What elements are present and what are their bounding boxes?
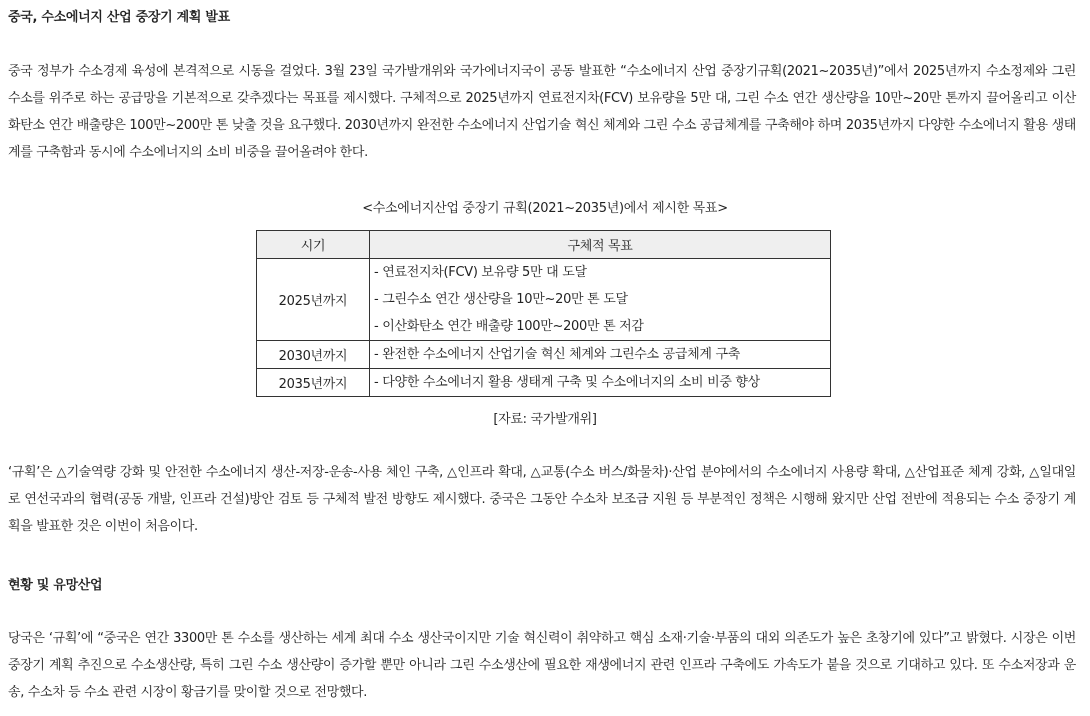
goals-table: [256, 230, 831, 397]
period-cell: 2035년까지: [257, 369, 370, 397]
goal-item: - 그린수소 연간 생산량을 10만~20만 톤 도달: [374, 292, 628, 307]
goals-cell: [370, 369, 831, 397]
table-row: [257, 341, 831, 369]
header-period: 시기: [257, 231, 370, 259]
period-cell: 2025년까지: [257, 259, 370, 341]
paragraph-status: 당국은 ‘규획’에 “중국은 연간 3300만 톤 수소를 생산하는 세계 최대 수소 생산국이지만 기술 혁신력이 취약하고 핵심 소재·기술·부품의 대외 의존도가 높은 초창기에 있다”고 밝혔다. 시장은 이번 중장기 계획 추진으로 수소생산량, 특히 그린 수소 생산량이 증가할 뿐만 아니라 그린 수소생산에 필요한 재생에너지 관련 인프라 구축에도 가속도가 붙을 것으로 기대하고 있다. 또 수소저장과 운송, 수소차 등 수소 관련 시장이 황금기를 맞이할 것으로 전망했다.: [8, 631, 1076, 700]
table-caption: <수소에너지산업 중장기 규획(2021~2035년)에서 제시한 목표>: [362, 201, 728, 216]
table-row: [257, 369, 831, 397]
period-cell: 2030년까지: [257, 341, 370, 369]
article-title: 중국, 수소에너지 산업 중장기 계획 발표: [8, 10, 230, 25]
goal-item: - 완전한 수소에너지 산업기술 혁신 체계와 그린수소 공급체계 구축: [374, 347, 741, 362]
paragraph-plan-details: ‘규획’은 △기술역량 강화 및 안전한 수소에너지 생산-저장-운송-사용 체인 구축, △인프라 확대, △교통(수소 버스/화물차)·산업 분야에서의 수소에너지 사용량 확대, △산업표준 체계 강화, △일대일로 연선국과의 협력(공동 개발, 인프라 건설)방안 검토 등 구체적 발전 방향도 제시했다. 중국은 그동안 수소차 보조금 지원 등 부분적인 정책은 시행해 왔지만 산업 전반에 적용되는 수소 중장기 계획을 발표한 것은 이번이 처음이다.: [8, 465, 1076, 534]
goals-cell: [370, 341, 831, 369]
table-source: [자료: 국가발개위]: [493, 412, 597, 427]
table-row: [257, 259, 831, 341]
table-header-row: [257, 231, 831, 259]
header-goals: 구체적 목표: [370, 231, 831, 259]
goal-item: - 이산화탄소 연간 배출량 100만~200만 톤 저감: [374, 319, 644, 334]
goal-item: - 연료전지차(FCV) 보유량 5만 대 도달: [374, 265, 587, 280]
goals-cell: [370, 259, 831, 341]
paragraph-intro: 중국 정부가 수소경제 육성에 본격적으로 시동을 걸었다. 3월 23일 국가발개위와 국가에너지국이 공동 발표한 “수소에너지 산업 중장기규획(2021~2035년)”에서 2025년까지 수소정제와 그린 수소를 위주로 하는 공급망을 기본적으로 갖추겠다는 목표를 제시했다. 구체적으로 2025년까지 연료전지차(FCV) 보유량을 5만 대, 그린 수소 연간 생산량을 10만~20만 톤까지 끌어올리고 이산화탄소 연간 배출량은 100만~200만 톤 낮출 것을 요구했다. 2030년까지 완전한 수소에너지 산업기술 혁신 체계와 그린 수소 공급체계를 구축해야 하며 2035년까지 다양한 수소에너지 활용 생태계를 구축함과 동시에 수소에너지의 소비 비중을 끌어올려야 한다.: [8, 64, 1076, 160]
goal-item: - 다양한 수소에너지 활용 생태계 구축 및 수소에너지의 소비 비중 향상: [374, 375, 760, 390]
section-subheading: 현황 및 유망산업: [8, 578, 103, 593]
